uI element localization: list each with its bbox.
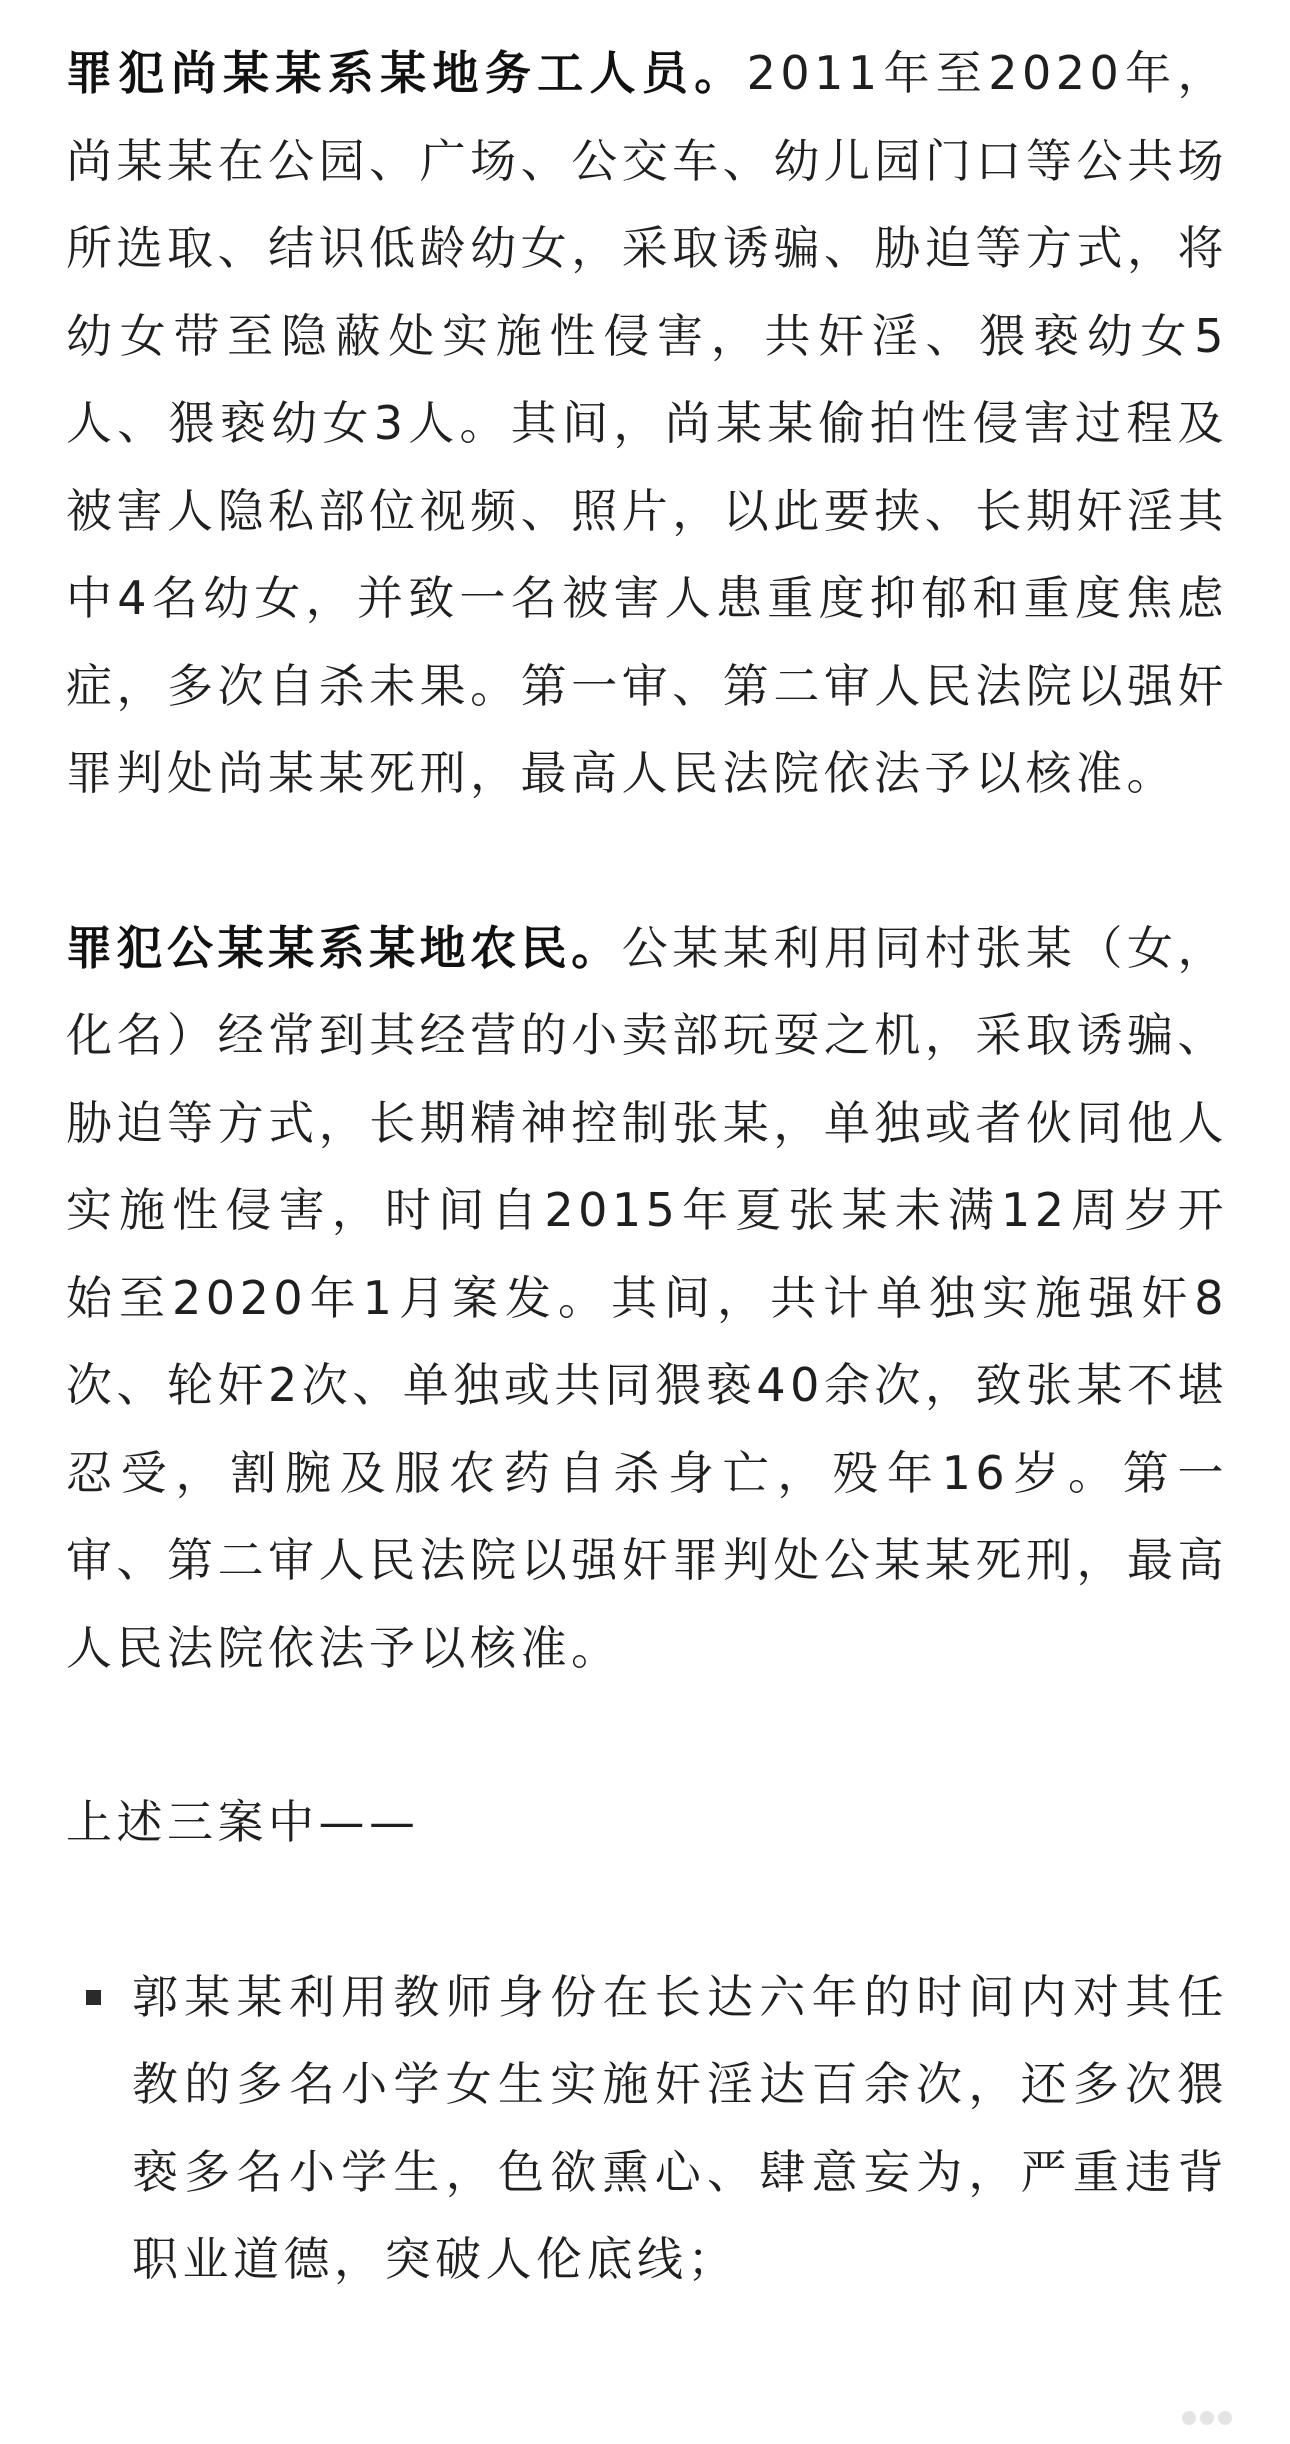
watermark-dots-icon	[1182, 2410, 1262, 2434]
article-body	[66, 30, 1228, 2304]
list-item	[66, 1954, 1228, 2304]
paragraph-body-gong: 公某某利用同村张某（女，化名）经常到其经营的小卖部玩耍之机，采取诱骗、胁迫等方式，长期精神控制张某，单独或者伙同他人实施性侵害，时间自2015年夏张某未满12周岁开始至2020年1月案发。其间，共计单独实施强奸8次、轮奸2次、单独或共同猥亵40余次，致张某不堪忍受，割腕及服农药自杀身亡，殁年16岁。第一审、第二审人民法院以强奸罪判处公某某死刑，最高人民法院依法予以核准。	[66, 920, 1229, 1675]
paragraph-case-shang	[66, 30, 1228, 818]
paragraph-summary-intro: 上述三案中——	[66, 1795, 420, 1849]
bullet-list	[66, 1954, 1228, 2304]
bottom-fade	[0, 2404, 1290, 2444]
paragraph-lead-gong: 罪犯公某某系某地农民。	[66, 920, 622, 975]
paragraph-body-shang: 2011年至2020年，尚某某在公园、广场、公交车、幼儿园门口等公共场所选取、结识低龄幼女，采取诱骗、胁迫等方式，将幼女带至隐蔽处实施性侵害，共奸淫、猥亵幼女5人、猥亵幼女3人。其间，尚某某偷拍性侵害过程及被害人隐私部位视频、照片，以此要挟、长期奸淫其中4名幼女，并致一名被害人患重度抑郁和重度焦虑症，多次自杀未果。第一审、第二审人民法院以强奸罪判处尚某某死刑，最高人民法院依法予以核准。	[66, 46, 1228, 800]
bullet-text: 郭某某利用教师身份在长达六年的时间内对其任教的多名小学女生实施奸淫达百余次，还多次猥亵多名小学生，色欲熏心、肆意妄为，严重违背职业道德，突破人伦底线；	[132, 1969, 1228, 2286]
bullet-square-icon	[86, 1990, 101, 2005]
paragraph-case-gong	[66, 905, 1228, 1693]
paragraph-lead-shang: 罪犯尚某某系某地务工人员。	[66, 46, 747, 100]
